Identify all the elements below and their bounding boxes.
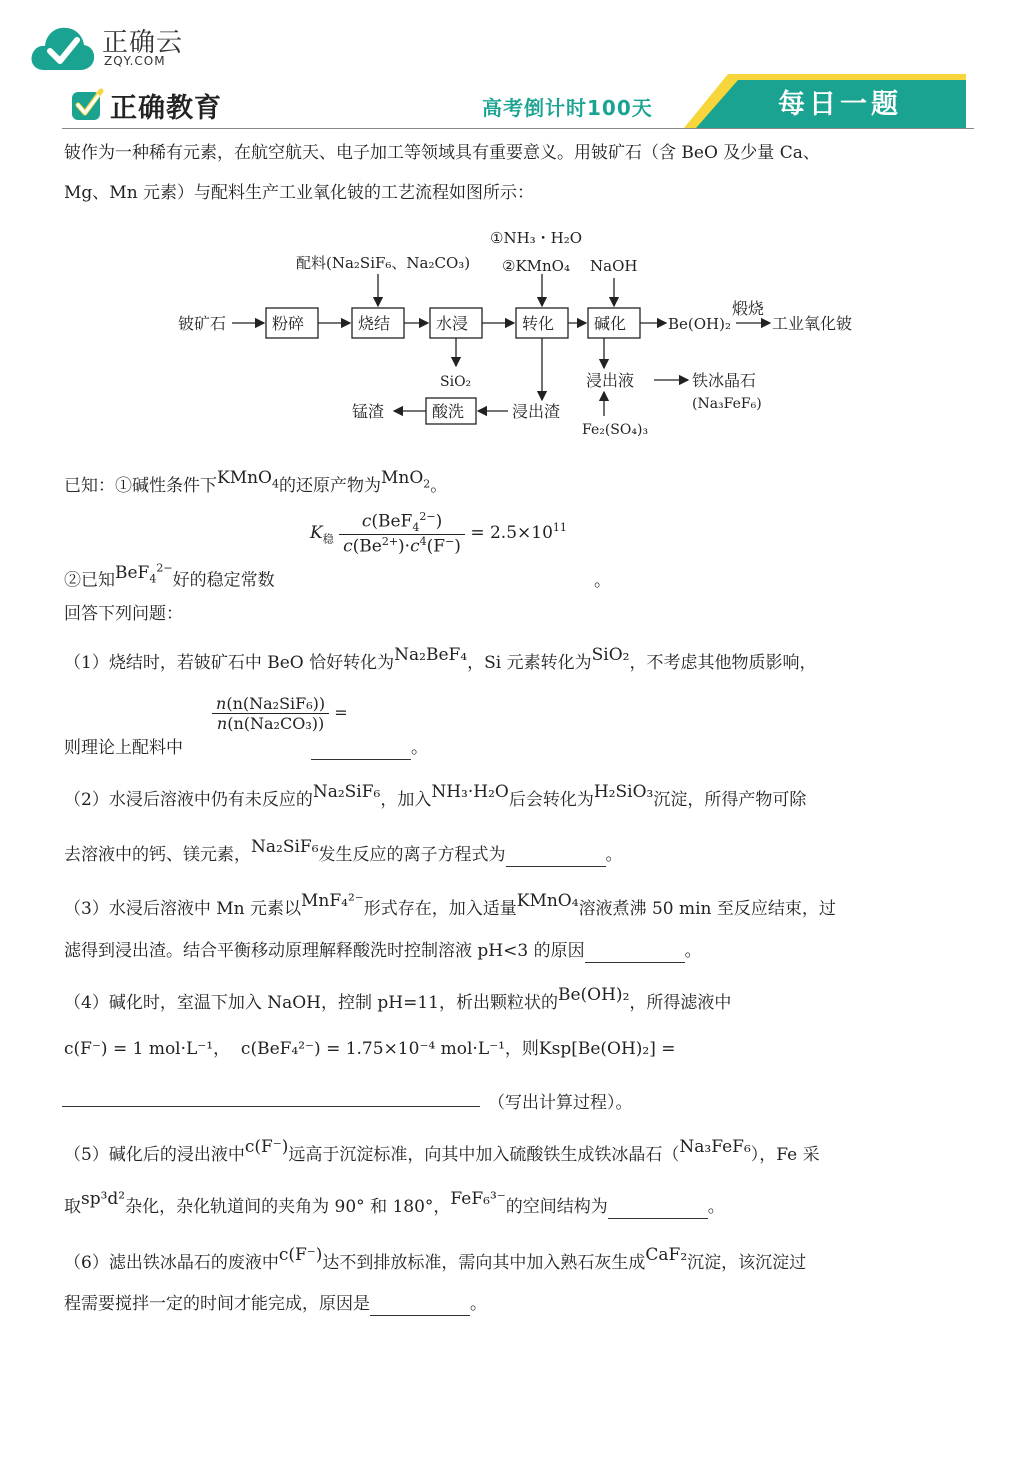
flow-step-convert: 转化 — [522, 314, 555, 333]
logo-chinese-name: 正确云 — [102, 28, 184, 58]
flow-mn-residue: 锰渣 — [352, 402, 385, 421]
flow-product-beoh2: Be(OH)₂ — [668, 315, 731, 333]
flow-fe2so43: Fe₂(SO₄)₃ — [582, 422, 649, 438]
q4-answer-blank[interactable] — [62, 1106, 480, 1107]
q1-ratio-formula: $\frac{\text{n(n(Na₂SiF₆))}}{\text{n(n(Na₂CO₃))}}$ = — [212, 694, 348, 733]
stability-constant-formula: $K_稳$ $\frac{c(BeF_4^{2-})}{c(Be^{2+})\cdot c^4(F^-)}$ = $2.5\times 10^{11}$ — [310, 510, 567, 557]
logo-domain: ZQY.COM — [104, 54, 166, 68]
flow-cryolite-formula: (Na₃FeF₆) — [692, 396, 762, 412]
cloud-check-logo-icon — [30, 20, 96, 74]
q4-line-1: （4）碱化时，室温下加入 NaOH，控制 pH=11，析出颗粒状的Be(OH)₂，所得滤液中 — [64, 985, 732, 1013]
answer-prompt: 回答下列问题： — [64, 604, 183, 624]
q2-line-1: （2）水浸后溶液中仍有未反应的Na₂SiF₆，加入NH₃·H₂O后会转化为H₂SiO₃沉淀，所得产物可除 — [64, 782, 807, 810]
q6-line-2: 程需要搅拌一定的时间才能完成，原因是 。 — [64, 1294, 487, 1314]
q5-line-2: 取sp³d²杂化，杂化轨道间的夹角为 90° 和 180°，FeF₆³⁻的空间结构为 。 — [64, 1189, 725, 1217]
q4-line-2: c(F⁻) = 1 mol·L⁻¹， c(BeF₄²⁻) = 1.75×10⁻⁴ mol·L⁻¹，则Ksp[Be(OH)₂] = — [64, 1039, 676, 1059]
q5-answer-blank[interactable] — [608, 1200, 708, 1219]
daily-question-label: 每日一题 — [778, 89, 902, 120]
flow-final-product: 工业氧化铍 — [772, 314, 853, 333]
flow-step-sinter: 烧结 — [358, 314, 391, 333]
known-item-1: 已知：①碱性条件下KMnO$_4$的还原产物为MnO$_2$。 — [64, 468, 448, 496]
q3-answer-blank[interactable] — [585, 944, 685, 963]
known-item-2: ②已知BeF$_4^{2-}$好的稳定常数 — [64, 561, 275, 591]
flow-reagent-alkali: NaOH — [590, 257, 638, 275]
intro-line-2: Mg、Mn 元素）与配料生产工业氧化铍的工艺流程如图所示： — [64, 183, 535, 203]
q1-line-1: （1）烧结时，若铍矿石中 BeO 恰好转化为Na₂BeF₄，Si 元素转化为SiO₂，不考虑其他物质影响， — [64, 645, 817, 673]
flow-step-alkali: 碱化 — [594, 314, 627, 333]
process-flowchart — [170, 222, 900, 444]
flow-sio2: SiO₂ — [440, 374, 472, 390]
flow-step-water-leach: 水浸 — [436, 314, 469, 333]
brand-checkbox-icon — [70, 88, 104, 122]
q6-line-1: （6）滤出铁冰晶石的废液中c(F⁻)达不到排放标准，需向其中加入熟石灰生成CaF₂沉淀，该沉淀过 — [64, 1245, 807, 1273]
q3-line-1: （3）水浸后溶液中 Mn 元素以MnF₄²⁻形式存在，加入适量KMnO₄溶液煮沸 50 min 至反应结束，过 — [64, 891, 836, 919]
flow-reagent-sinter: 配料(Na₂SiF₆、Na₂CO₃) — [296, 254, 471, 272]
brand-title — [70, 86, 222, 124]
q1-answer-blank[interactable] — [311, 741, 411, 760]
flow-acid-wash: 酸洗 — [432, 402, 465, 421]
q3-line-2: 滤得到浸出渣。结合平衡移动原理解释酸洗时控制溶液 pH<3 的原因 。 — [64, 941, 702, 961]
intro-line-1: 铍作为一种稀有元素，在航空航天、电子加工等领域具有重要意义。用铍矿石（含 BeO 及少量 Ca、 — [64, 143, 820, 163]
known-item-2-period: 。 — [594, 571, 611, 591]
q2-answer-blank[interactable] — [506, 848, 606, 867]
flow-reagent-convert-1: ①NH₃・H₂O — [490, 229, 583, 247]
q6-answer-blank[interactable] — [370, 1297, 470, 1316]
header-divider — [62, 128, 974, 129]
q5-line-1: （5）碱化后的浸出液中c(F⁻)远高于沉淀标准，向其中加入硫酸铁生成铁冰晶石（Na₃FeF₆），Fe 采 — [64, 1137, 820, 1165]
flow-leach-residue: 浸出渣 — [512, 402, 561, 421]
flow-cryolite: 铁冰晶石 — [692, 371, 757, 390]
q2-line-2: 去溶液中的钙、镁元素，Na₂SiF₆发生反应的离子方程式为 。 — [64, 837, 623, 865]
flow-step-crush: 粉碎 — [272, 314, 305, 333]
flow-calcine-label: 煅烧 — [732, 299, 765, 318]
brand-name: 正确教育 — [110, 92, 222, 124]
countdown-text: 高考倒计时100天 — [482, 96, 653, 120]
flow-reagent-convert-2: ②KMnO₄ — [502, 257, 570, 275]
q1-line-2: 则理论上配料中 。 — [64, 738, 428, 758]
flow-start-ore: 铍矿石 — [178, 314, 227, 333]
q4-answer-note: （写出计算过程）。 — [488, 1093, 633, 1113]
flow-leach-liquid: 浸出液 — [586, 371, 635, 390]
